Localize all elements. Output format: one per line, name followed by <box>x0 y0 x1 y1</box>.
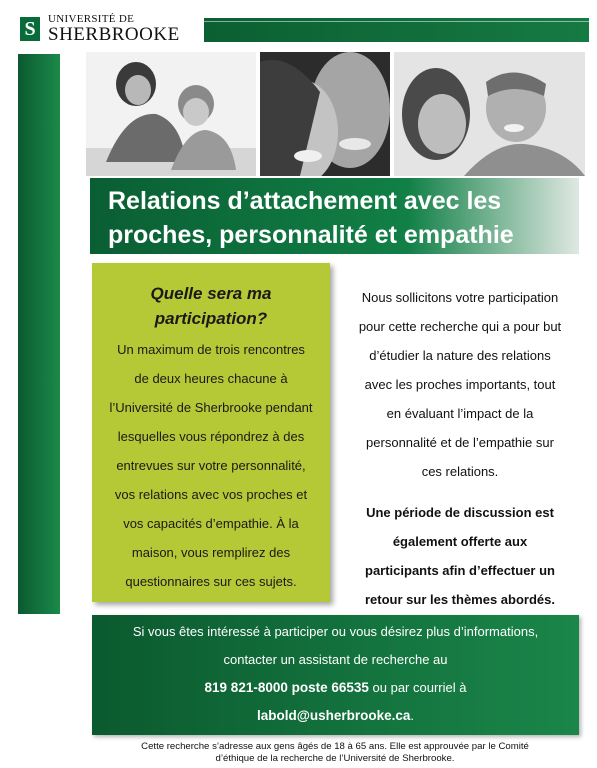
contact-box <box>92 615 579 735</box>
discussion-text-line: participants afin d’effectuer un <box>365 563 555 578</box>
participation-heading-line1: Quelle sera ma <box>150 284 272 303</box>
intro-text-line: pour cette recherche qui a pour but <box>358 319 562 334</box>
page-title <box>90 178 579 254</box>
intro-text-line: d’étudier la nature des relations <box>369 348 551 363</box>
participation-text-line: l’Université de Sherbrooke pendant <box>109 400 313 415</box>
university-name-line2: SHERBROOKE <box>48 24 180 45</box>
university-emblem-icon: S <box>20 17 40 41</box>
participation-box <box>92 263 330 602</box>
intro-text-line: ces relations. <box>421 464 499 479</box>
title-line-2: proches, personnalité et empathie <box>108 221 514 249</box>
title-line-1: Relations d’attachement avec les <box>108 187 502 215</box>
contact-phone-line <box>92 674 579 702</box>
contact-email-line <box>92 702 579 730</box>
mother-and-child-photo <box>86 52 256 176</box>
smiling-couple-photo <box>394 52 585 176</box>
university-name-line1: UNIVERSITÉ DE <box>48 13 135 25</box>
participation-text-line: vos relations avec vos proches et <box>114 487 308 502</box>
footer-line-1: Cette recherche s’adresse aux gens âgés de 18 à 65 ans. Elle est approuvée par le Comité <box>141 741 529 752</box>
phone-suffix: ou par courriel à <box>368 680 467 695</box>
intro-text-line: Nous sollicitons votre participation <box>361 290 559 305</box>
header-green-bar <box>204 18 589 42</box>
participation-text-line: lesquelles vous répondrez à des <box>117 429 305 444</box>
phone-number[interactable]: 819 821-8000 poste 66535 <box>204 680 369 695</box>
participation-text-line: maison, vous remplirez des <box>131 545 291 560</box>
couple-closeup-photo <box>260 52 390 176</box>
discussion-text-line: également offerte aux <box>392 534 528 549</box>
contact-line-2: contacter un assistant de recherche au <box>223 652 448 667</box>
university-name <box>48 14 180 44</box>
email-link[interactable]: labold@usherbrooke.ca <box>256 708 411 723</box>
intro-text-line: avec les proches importants, tout <box>364 377 556 392</box>
participation-text-line: vos capacités d’empathie. À la <box>123 516 299 531</box>
intro-text-line: en évaluant l’impact de la <box>386 406 534 421</box>
participation-text-line: de deux heures chacune à <box>134 371 288 386</box>
participation-text-line: Un maximum de trois rencontres <box>117 342 305 357</box>
spacer <box>338 486 582 498</box>
study-description <box>338 283 582 614</box>
university-logo <box>20 14 180 44</box>
discussion-text-line: Une période de discussion est <box>366 505 554 520</box>
footer-note <box>86 741 584 765</box>
email-suffix: . <box>410 708 415 723</box>
participation-heading <box>92 281 330 331</box>
contact-line-1: Si vous êtes intéressé à participer ou vous désirez plus d’informations, <box>132 624 539 639</box>
left-green-bar <box>18 54 60 614</box>
participation-text-line: entrevues sur votre personnalité, <box>116 458 306 473</box>
participation-heading-line2: participation? <box>154 309 268 328</box>
footer-line-2: d’éthique de la recherche de l’Université de Sherbrooke. <box>215 753 455 764</box>
intro-text-line: personnalité et de l’empathie sur <box>366 435 554 450</box>
discussion-text-line: retour sur les thèmes abordés. <box>364 592 555 607</box>
participation-text-line: questionnaires sur ces sujets. <box>125 574 297 589</box>
